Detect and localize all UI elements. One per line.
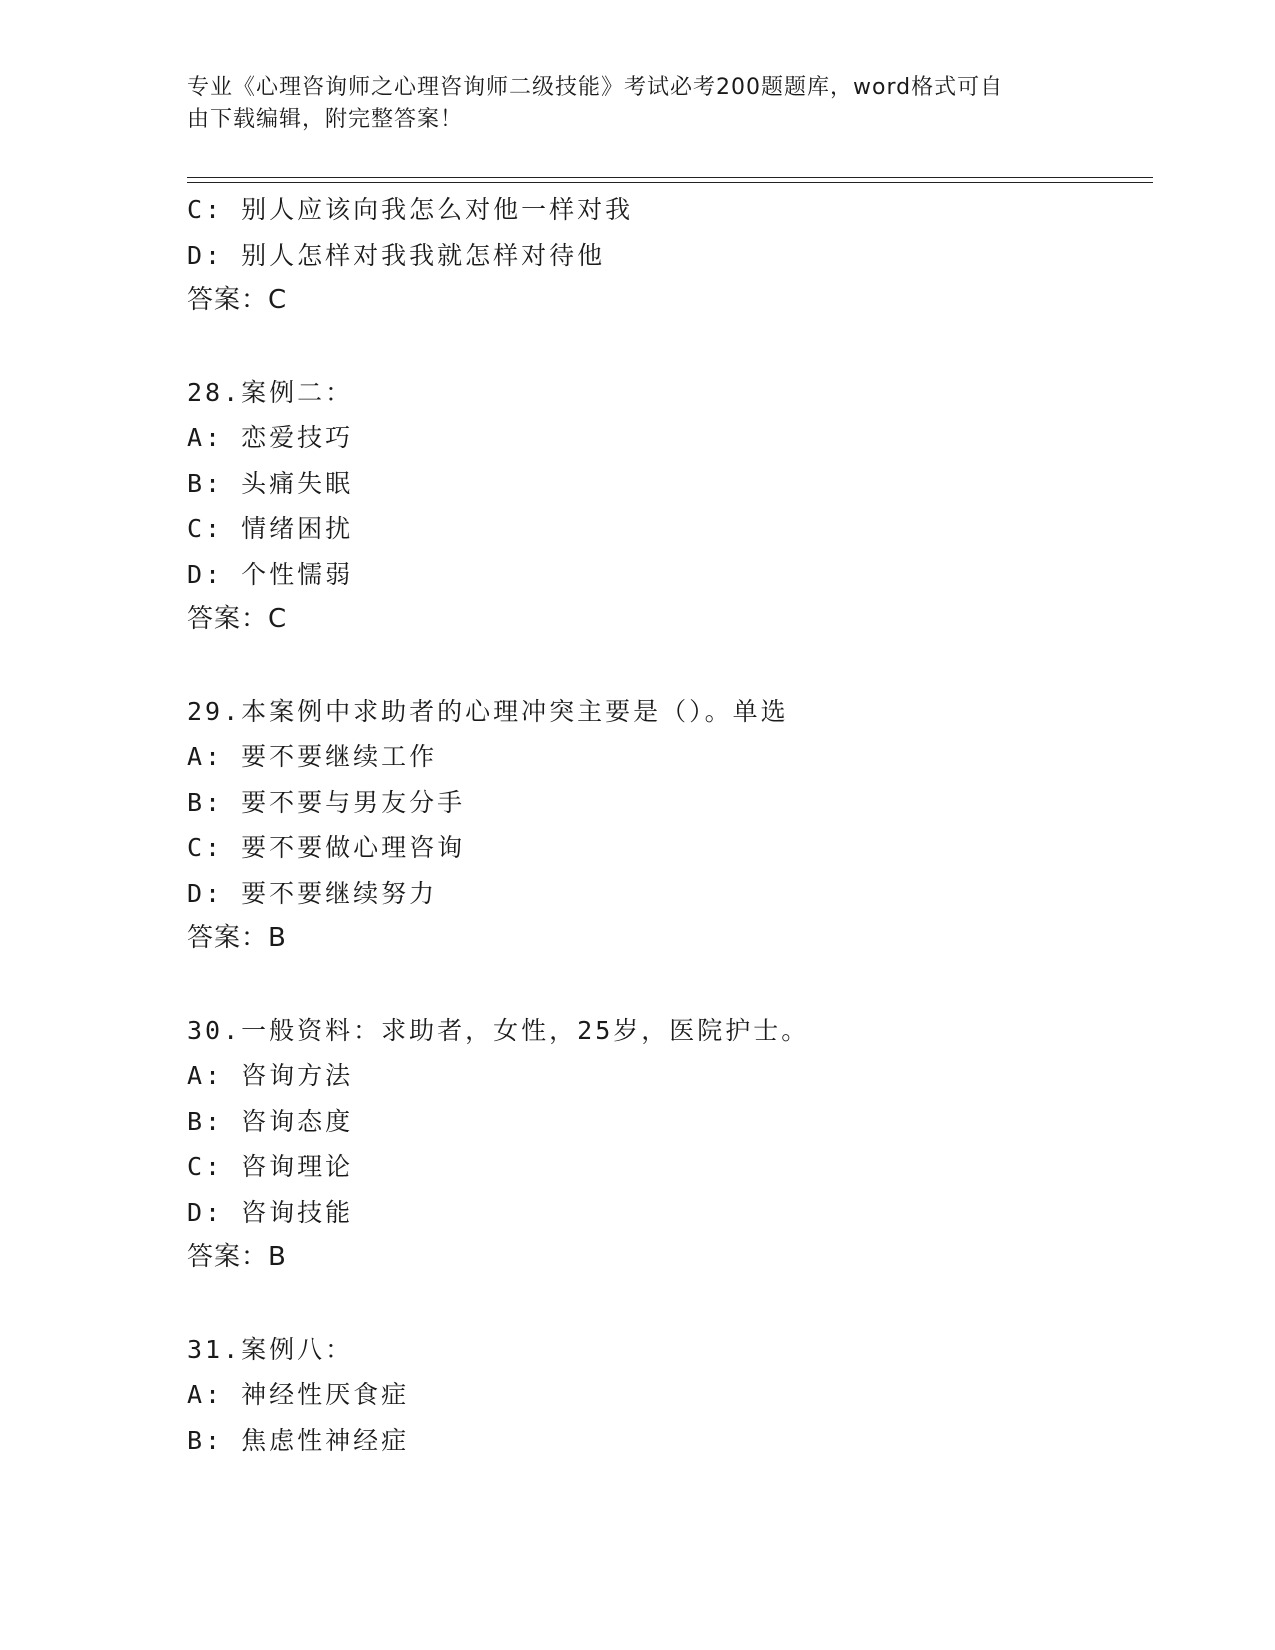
question-stem: 29.本案例中求助者的心理冲突主要是（）。单选 — [187, 696, 789, 726]
option-line: B: 要不要与男友分手 — [187, 787, 466, 817]
answer-line: 答案：B — [187, 923, 287, 953]
question-stem: 31.案例八： — [187, 1334, 354, 1364]
option-line: A: 要不要继续工作 — [187, 742, 438, 771]
answer-line: 答案：C — [187, 604, 288, 634]
question-block — [187, 370, 1153, 643]
header-line-1: 专业《心理咨询师之心理咨询师二级技能》考试必考200题题库，word格式可自 — [187, 75, 1004, 100]
option-line: D: 个性懦弱 — [187, 559, 354, 589]
document-header — [187, 72, 1087, 136]
answer-line: 答案：C — [187, 285, 288, 315]
option-line: C: 要不要做心理咨询 — [187, 833, 466, 862]
option-line: C: 咨询理论 — [187, 1152, 354, 1181]
block-spacer — [187, 1281, 1153, 1327]
option-line: D: 要不要继续努力 — [187, 878, 438, 908]
option-line: A: 恋爱技巧 — [187, 423, 354, 452]
option-line: A: 咨询方法 — [187, 1061, 354, 1090]
option-line: B: 头痛失眠 — [187, 468, 354, 498]
option-line: A: 神经性厌食症 — [187, 1380, 410, 1409]
question-block — [187, 1008, 1153, 1281]
option-line: D: 别人怎样对我我就怎样对待他 — [187, 240, 606, 270]
header-rule-bottom — [187, 182, 1153, 183]
block-spacer — [187, 962, 1153, 1008]
block-spacer — [187, 324, 1153, 370]
header-rule-top — [187, 177, 1153, 178]
question-block — [187, 689, 1153, 962]
option-line: C: 别人应该向我怎么对他一样对我 — [187, 195, 634, 224]
option-line: B: 焦虑性神经症 — [187, 1425, 410, 1455]
question-stem: 28.案例二： — [187, 377, 354, 407]
question-block — [187, 1327, 1153, 1464]
answer-line: 答案：B — [187, 1242, 287, 1272]
option-line: C: 情绪困扰 — [187, 514, 354, 543]
question-block — [187, 187, 1153, 324]
option-line: D: 咨询技能 — [187, 1197, 354, 1227]
header-line-2: 由下载编辑，附完整答案！ — [187, 107, 464, 132]
option-line: B: 咨询态度 — [187, 1106, 354, 1136]
block-spacer — [187, 643, 1153, 689]
question-list — [187, 187, 1153, 1463]
question-stem: 30.一般资料：求助者，女性，25岁，医院护士。 — [187, 1015, 810, 1045]
